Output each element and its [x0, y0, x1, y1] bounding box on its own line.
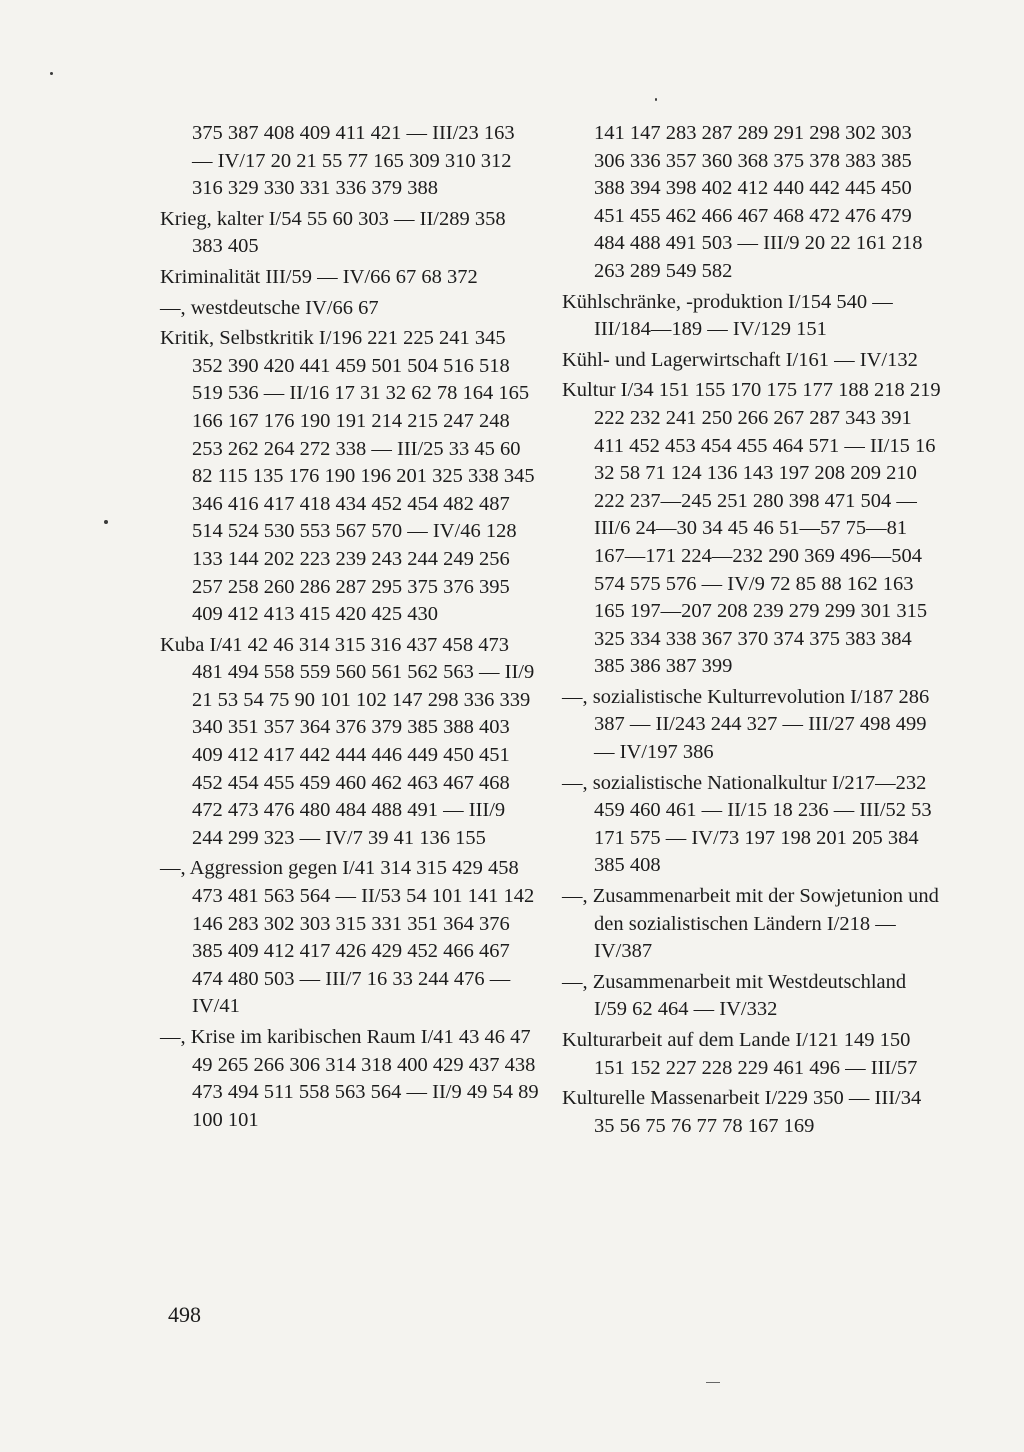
index-entry: —, Aggression gegen I/41 314 315 429 458 473 481 563 564 — II/53 54 101 141 142 146 283 302 303 315 331 351 364 376 385 409 412 417 426 429 452 466 467 474 480 503 — III/7 16 33 244 476 — IV/41: [160, 857, 535, 1018]
index-entry: 375 387 408 409 411 421 — III/23 163 — IV/17 20 21 55 77 165 309 310 312 316 329 330 331 336 379 388: [192, 122, 515, 200]
index-entry: Kultur I/34 151 155 170 175 177 188 218 219 222 232 241 250 266 267 287 343 391 411 452 453 454 455 464 571 — II/15 16 32 58 71 124 136 143 197 208 209 210 222 237—245 251 280 398 471 504 — III/6 24—30 34 45 46 51—57 75—81 167—171 224—232 290 369 496—504 574 575 576 — IV/9 72 85 88 162 163 165 197—207 208 239 279 299 301 315 325 334 338 367 370 374 375 383 384 385 386 387 399: [562, 379, 941, 678]
index-entry: —, sozialistische Kulturrevolution I/187 286 387 — II/243 244 327 — III/27 498 499 — IV/197 386: [562, 685, 930, 764]
print-speck: [655, 98, 657, 101]
index-entry: —, Krise im karibischen Raum I/41 43 46 47 49 265 266 306 314 318 400 429 437 438 473 494 511 558 563 564 — II/9 49 54 89 100 101: [160, 1026, 539, 1131]
index-entry: 141 147 283 287 289 291 298 302 303 306 336 357 360 368 375 378 383 385 388 394 398 402 412 440 442 445 450 451 455 462 466 467 468 472 476 479 484 488 491 503 — III/9 20 22 161 218 263 289 549 582: [594, 122, 923, 282]
index-entry: —, westdeutsche IV/66 67: [160, 296, 379, 319]
index-entry: Krieg, kalter I/54 55 60 303 — II/289 358 383 405: [160, 207, 506, 258]
print-speck: [104, 520, 108, 524]
index-entry: Kühl- und Lagerwirtschaft I/161 — IV/132: [562, 348, 918, 371]
index-entry: —, Zusammenarbeit mit Westdeutschland I/59 62 464 — IV/332: [562, 970, 907, 1021]
left-column: [160, 120, 540, 1134]
print-speck: [706, 1382, 720, 1383]
right-column: [562, 120, 942, 1140]
index-entry: Kriminalität III/59 — IV/66 67 68 372: [160, 265, 478, 288]
page-number: 498: [168, 1302, 201, 1327]
index-entry: Kühlschränke, -produktion I/154 540 — III/184—189 — IV/129 151: [562, 290, 893, 341]
index-entry: Kulturelle Massenarbeit I/229 350 — III/34 35 56 75 76 77 78 167 169: [562, 1087, 922, 1137]
index-entry: Kritik, Selbstkritik I/196 221 225 241 345 352 390 420 441 459 501 504 516 518 519 536 — II/16 17 31 32 62 78 164 165 166 167 176 190 191 214 215 247 248 253 262 264 272 338 — III/25 33 45 60 82 115 135 176 190 196 201 325 338 345 346 416 417 418 434 452 454 482 487 514 524 530 553 567 570 — IV/46 128 133 144 202 223 239 243 244 249 256 257 258 260 286 287 295 375 376 395 409 412 413 415 420 425 430: [160, 327, 535, 626]
index-entry: —, Zusammenarbeit mit der Sowjetunion und den sozialistischen Ländern I/218 — IV/387: [562, 885, 939, 963]
index-entry: —, sozialistische Nationalkultur I/217—232 459 460 461 — II/15 18 236 — III/52 53 171 575 — IV/73 197 198 201 205 384 385 408: [562, 771, 932, 877]
index-entry: Kulturarbeit auf dem Lande I/121 149 150 151 152 227 228 229 461 496 — III/57: [562, 1029, 918, 1079]
index-entry: Kuba I/41 42 46 314 315 316 437 458 473 481 494 558 559 560 561 562 563 — II/9 21 53 54 75 90 101 102 147 298 336 339 340 351 357 364 376 379 385 388 403 409 412 417 442 444 446 449 450 451 452 454 455 459 460 462 463 467 468 472 473 476 480 484 488 491 — III/9 244 299 323 — IV/7 39 41 136 155: [160, 633, 535, 849]
print-speck: [50, 72, 53, 75]
